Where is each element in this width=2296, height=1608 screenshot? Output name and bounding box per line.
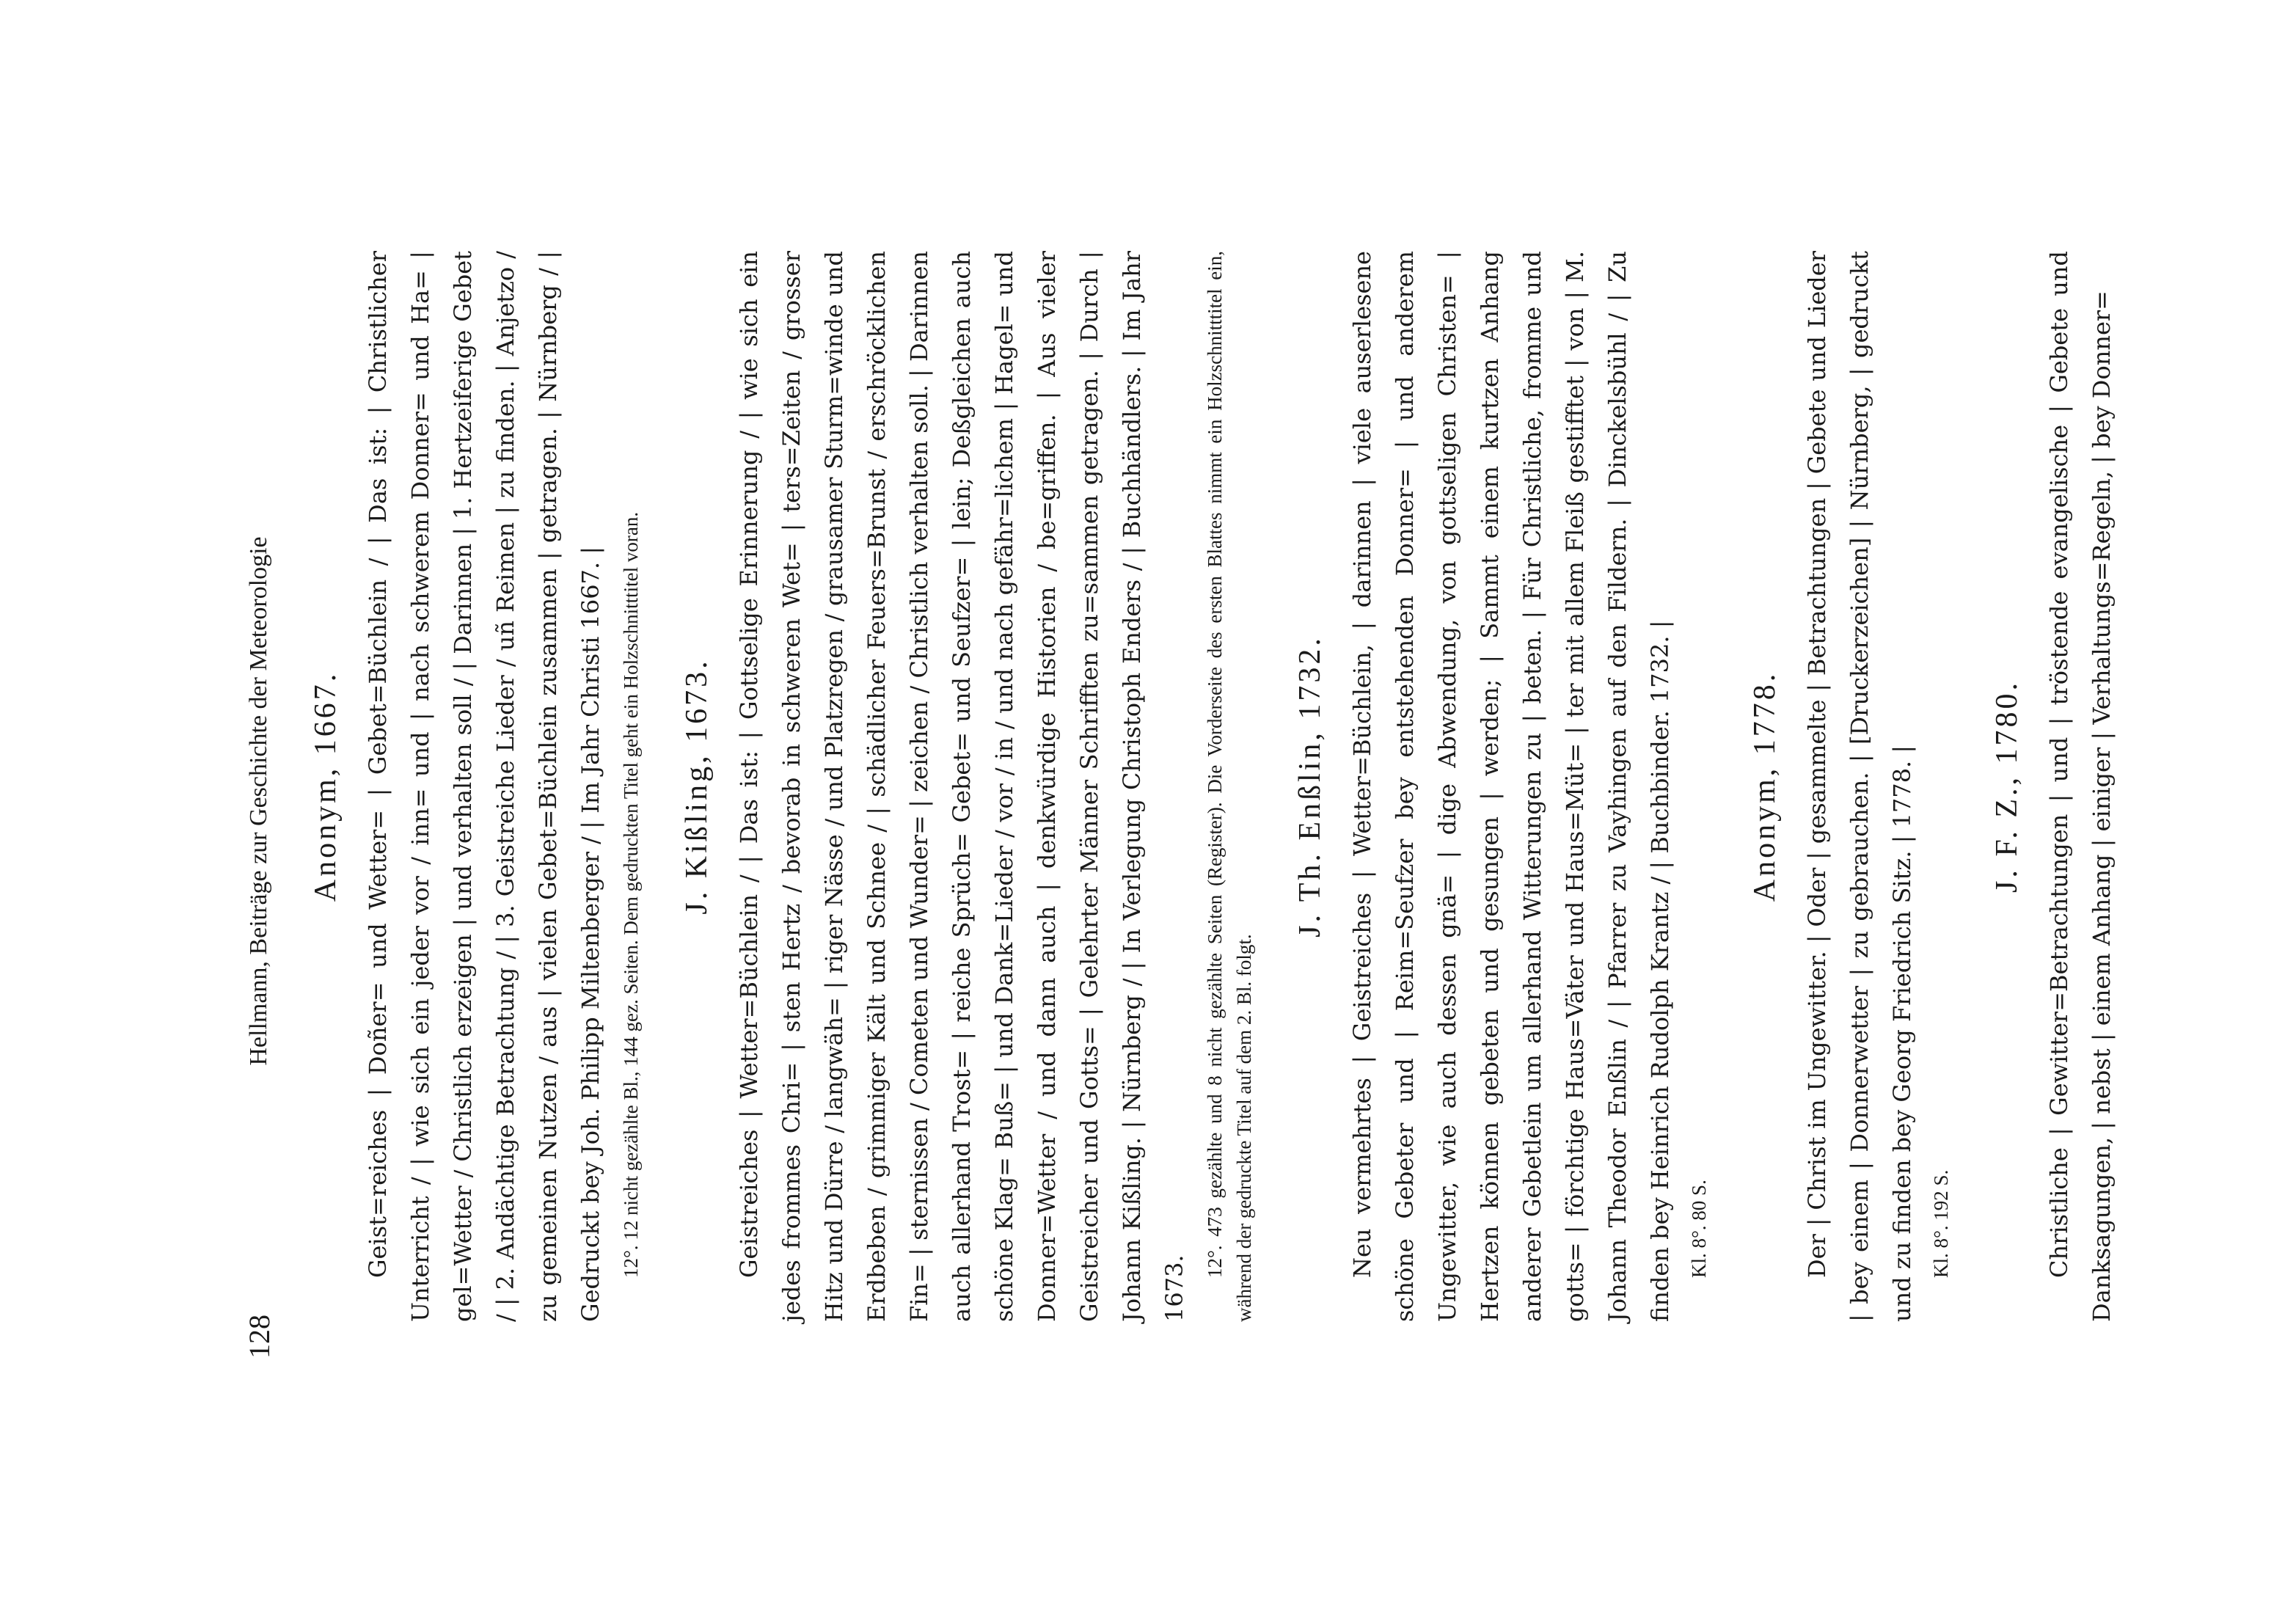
entry-note: 12°. 12 nicht gezählte Bl., 144 gez. Seiten. Dem gedruckten Titel geht ein Holzschnitttitel voran. (620, 511, 642, 1278)
page-content (308, 251, 2157, 1322)
entry-body: Der | Christ im Ungewitter. | Oder | gesammelte | Betrachtungen | Gebete und Lieder | bey einem | Donnerwetter | zu gebrauchen. | [Druckerzeichen] | Nürnberg, | gedruckt und zu finden bey Georg Friedrich Sitz. | 1778. | (1803, 251, 1916, 1322)
entry-body: Christliche | Gewitter=Betrachtungen | und | tröstende evangelische | Gebete und Danksagungen, | nebst | einem Anhang | einiger | Verhaltungs=Regeln, | bey Donner= (2045, 251, 2116, 1322)
entry-heading: Anonym, 1778. (1748, 670, 1782, 902)
entry-body: Neu vermehrtes | Geistreiches | Wetter=Büchlein, | darinnen | viele auserlesene schöne Gebeter und | Reim=Seufzer bey entstehenden Donner= | und anderem Ungewitter, wie auch dessen gnä= | dige Abwendung, von gottseligen Christen= | Hertzen können gebeten und gesungen | werden; | Sammt einem kurtzen Anhang anderer Gebetlein um allerhand Witterungen zu | beten. | Für Christliche, fromme und gotts= | förchtige Haus=Väter und Haus=Müt= | ter mit allem Fleiß gestifftet | von | M. Johann Theodor Enßlin / | Pfarrer zu Vayhingen auf den Fildern. | Dinckelsbühl / | Zu finden bey Heinrich Rudolph Krantz / | Buchbinder. 1732. | (1348, 251, 1674, 1322)
entry-heading: J. Kißling, 1673. (680, 658, 714, 915)
entry-anonym-1778 (1747, 251, 1956, 1322)
entry-heading: J. F. Z., 1780. (1990, 680, 2024, 893)
entry-ensslin-1732 (1293, 251, 1714, 1322)
running-head (242, 244, 286, 1359)
entry-note: 12°. 473 gezählte und 8 nicht gezählte Seiten (Register). Die Vorderseite des ersten Blattes nimmt ein Holzschnitttitel ein, während der gedruckte Titel auf dem 2. Bl. folgt. (1204, 251, 1255, 1322)
entry-jfz-1780 (1989, 251, 2123, 1322)
entry-format: Kl. 8°. 192 S. (1930, 1169, 1952, 1278)
entry-body: Geistreiches | Wetter=Büchlein / | Das ist: | Gottselige Erinnerung / | wie sich ein jedes frommes Chri= | sten Hertz / bevorab in schweren Wet= | ters=Zeiten / grosser Hitz und Dürre / langwäh= | riger Nässe / und Platzregen / grausamer Sturm=winde und Erdbeben / grimmiger Kält und Schnee / | schädlicher Feuers=Brunst / erschröcklichen Fin= | sternissen / Cometen und Wunder= | zeichen / Christlich verhalten soll. | Darinnen auch allerhand Trost= | reiche Sprüch= Gebet= und Seufzer= | lein; Deßgleichen auch schöne Klag= Buß= | und Dank=Lieder / vor / in / und nach gefähr=lichem | Hagel= und Donner=Wetter / und dann auch | denkwürdige Historien / be=griffen. | Aus vieler Geistreicher und Gotts= | Gelehrter Männer Schrifften zu=sammen getragen. | Durch | Johann Kißling. | Nürnberg / | In Verlegung Christoph Enders / | Buchhändlers. | Im Jahr 1673. (735, 251, 1188, 1322)
entry-body: Geist=reiches | Doñer= und Wetter= | Gebet=Büchlein / | Das ist: | Christlicher Unterricht / | wie sich ein jeder vor / inn= und | nach schwerem Donner= und Ha= | gel=Wetter / Christlich erzeigen | und verhalten soll / | Darinnen | 1. Hertzeiferige Gebet / | 2. Andächtige Betrachtung / | 3. Geistreiche Lieder / uñ Reimen | zu finden. | Anjetzo / zu gemeinen Nutzen / aus | vielen Gebet=Büchlein zusammen | getragen. | Nürnberg / | Gedruckt bey Joh. Philipp Miltenberger / | Im Jahr Christi 1667. | (364, 251, 604, 1322)
entry-format: Kl. 8°. 80 S. (1688, 1180, 1710, 1278)
entry-heading: J. Th. Enßlin, 1732. (1293, 635, 1327, 938)
entry-anonym-1667 (308, 251, 646, 1322)
entry-heading: Anonym, 1667. (309, 670, 343, 902)
page-number: 128 (243, 1315, 276, 1359)
header-title: Hellmann, Beiträge zur Geschichte der Meteorologie (245, 536, 272, 1066)
entry-kissling-1673 (679, 251, 1259, 1322)
